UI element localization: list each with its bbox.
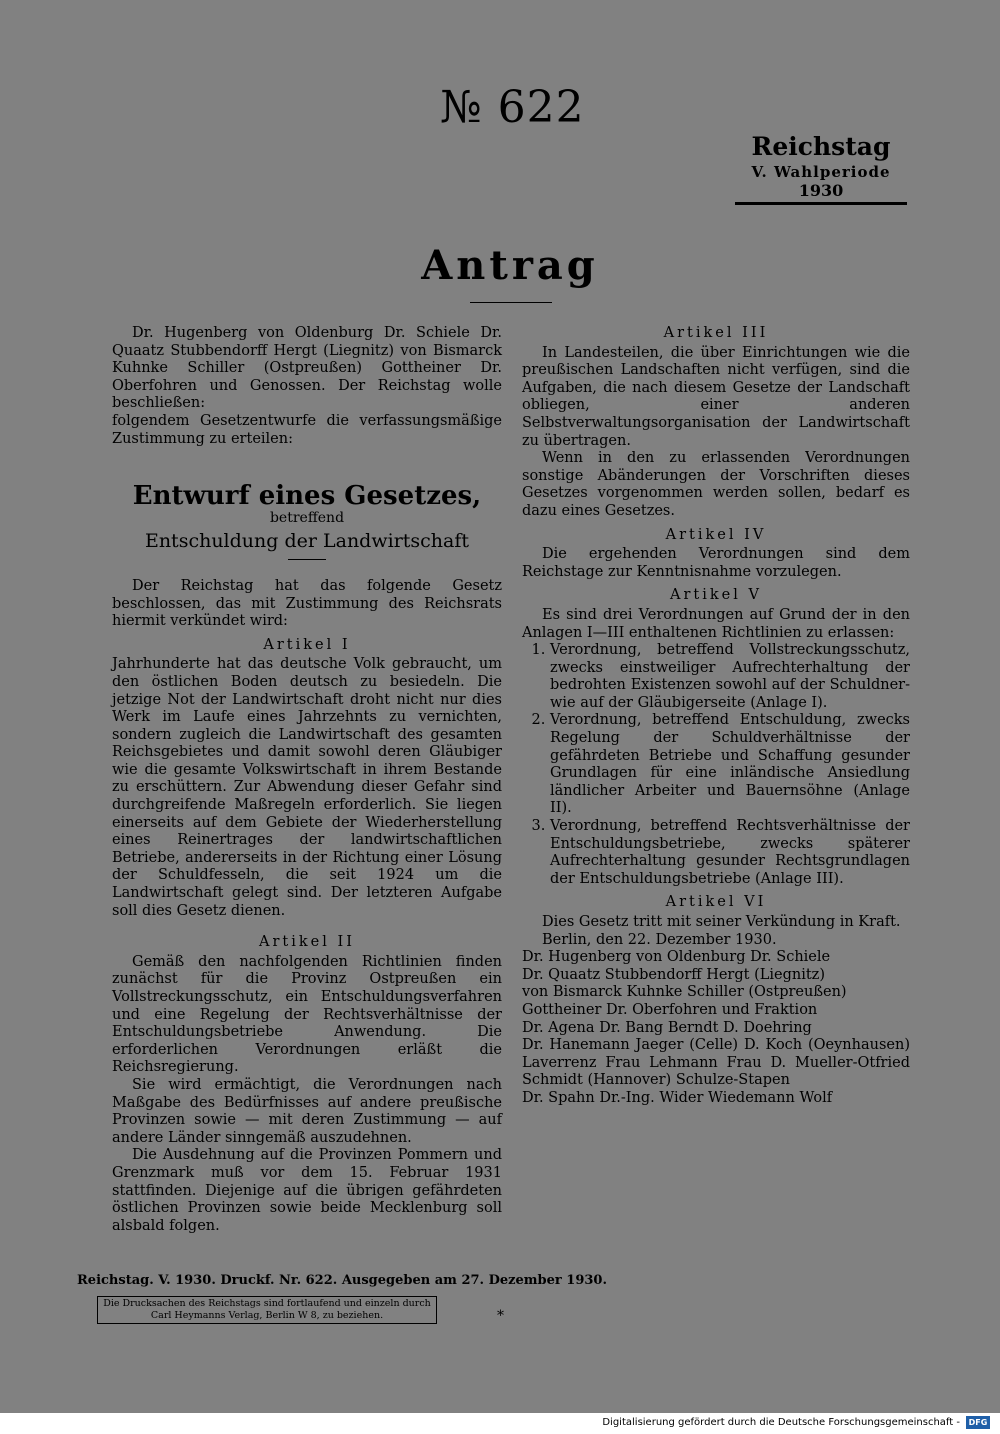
digitization-credit: Digitalisierung gefördert durch die Deutsche Forschungsgemeinschaft - xyxy=(602,1417,960,1428)
wahlperiode-label: V. Wahlperiode xyxy=(751,163,891,181)
section-rule xyxy=(288,559,326,560)
print-info: Reichstag. V. 1930. Druckf. Nr. 622. Ausgegeben am 27. Dezember 1930. xyxy=(77,1273,607,1288)
signature-line: Dr. Agena Dr. Bang Berndt D. Doehring xyxy=(522,1019,812,1036)
article-heading: Artikel VI xyxy=(665,894,767,911)
right-column xyxy=(522,325,910,1108)
draft-title: Entwurf eines Gesetzes, xyxy=(132,481,482,512)
article-text: Die Ausdehnung auf die Provinzen Pommern und Grenzmark muß vor dem 15. Februar 1931 stattfinden. Diejenige auf die übrigen gefährdeten östlichen Provinzen sowie beide Mecklenburg soll alsbald folgen. xyxy=(112,1147,502,1234)
draft-subtitle: betreffend xyxy=(269,509,345,526)
reichstag-header xyxy=(735,132,907,205)
ordinance-list xyxy=(522,642,910,888)
page-title: Antrag xyxy=(421,242,599,289)
signature-line: Dr. Quaatz Stubbendorff Hergt (Liegnitz) xyxy=(522,966,825,983)
article-text: Wenn in den zu erlassenden Verordnungen sonstige Abänderungen der Vorschriften dieses Gesetzes vorgenommen werden sollen, bedarf es dazu eines Gesetzes. xyxy=(522,450,910,519)
motion-text: Dr. Hugenberg von Oldenburg Dr. Schiele Dr. Quaatz Stubbendorff Hergt (Liegnitz) von Bismarck Kuhnke Schiller (Ostpreußen) Gottheiner Dr. Oberfohren und Genossen. Der Reichstag wolle beschließen: xyxy=(112,325,502,412)
draft-topic: Entschuldung der Landwirtschaft xyxy=(144,530,470,553)
publisher-notice: Die Drucksachen des Reichstags sind fortlaufend und einzeln durch Carl Heymanns Verlag, Berlin W 8, zu beziehen. xyxy=(97,1296,437,1324)
signature-line: Gottheiner Dr. Oberfohren und Fraktion xyxy=(522,1001,818,1018)
article-text: Sie wird ermächtigt, die Verordnungen nach Maßgabe des Bedürfnisses auf andere preußische Provinzen sowie — mit deren Zustimmung — auf andere Länder sinngemäß auszudehnen. xyxy=(112,1076,502,1146)
reichstag-title: Reichstag xyxy=(751,132,891,161)
signature-line: von Bismarck Kuhnke Schiller (Ostpreußen) xyxy=(522,984,847,1001)
year-label: 1930 xyxy=(798,181,844,200)
signature-line: Dr. Hugenberg von Oldenburg Dr. Schiele xyxy=(522,949,831,966)
article-text: Dies Gesetz tritt mit seiner Verkündung in Kraft. xyxy=(542,914,901,930)
dfg-logo-icon: DFG xyxy=(966,1416,990,1429)
list-item: 2. Verordnung, betreffend Entschuldung, zwecks Regelung der Schuldverhältnisse der gefährdeten Betriebe und Schaffung gesunder Grundlagen für eine inländische Ansiedlung ländlicher Arbeiter und Bauernsöhne (Anlage II). xyxy=(550,712,910,818)
date-line: Berlin, den 22. Dezember 1930. xyxy=(542,931,777,948)
signature-block xyxy=(522,949,910,1107)
asterisk-mark: * xyxy=(497,1308,504,1324)
article-text: Gemäß den nachfolgenden Richtlinien finden zunächst für die Provinz Ostpreußen ein Vollstreckungsschutz, ein Entschuldungsverfahren und eine Regelung der Rechtsverhältnisse der Entschuldungsbetriebe Anwendung. Die erforderlichen Verordnungen erläßt die Reichsregierung. xyxy=(112,953,502,1076)
list-item: 1. Verordnung, betreffend Vollstreckungsschutz, zwecks einstweiliger Aufrechterhaltung der bedrohten Existenzen sowohl auf der Schuldner- wie auf der Gläubigerseite (Anlage I). xyxy=(550,642,910,712)
article-text: Jahrhunderte hat das deutsche Volk gebraucht, um den östlichen Boden deutsch zu besiedeln. Die jetzige Not der Landwirtschaft droht nicht nur dies Werk im Laufe eines Jahrzehnts zu vernichten, sondern zugleich die Landwirtschaft des gesamten Reichsgebietes und damit sowohl deren Gläubiger wie die gesamte Volkswirtschaft in ihrem Bestande zu erschüttern. Zur Abwendung dieser Gefahr sind durchgreifende Maßregeln erforderlich. Sie liegen einerseits auf dem Gebiete der Wiederherstellung eines Reinertrages der landwirtschaftlichen Betriebe, andererseits in der Richtung einer Lösung der Schuldfesseln, die seit 1924 um die Landwirtschaft gelegt sind. Der letzteren Aufgabe soll dies Gesetz dienen. xyxy=(112,656,502,919)
article-text: Es sind drei Verordnungen auf Grund der in den Anlagen I—III enthaltenen Richtlinien zu erlassen: xyxy=(522,606,910,641)
article-heading: Artikel III xyxy=(663,325,769,341)
article-text: Die ergehenden Verordnungen sind dem Reichstage zur Kenntnisnahme vorzulegen. xyxy=(522,546,910,580)
article-heading: Artikel I xyxy=(263,636,351,653)
list-item: 3. Verordnung, betreffend Rechtsverhältnisse der Entschuldungsbetriebe, zwecks späterer Aufrechterhaltung gesunder Rechtsgrundlagen der Entschuldungsbetriebe (Anlage III). xyxy=(550,818,910,888)
left-column xyxy=(112,325,502,1235)
article-text: In Landesteilen, die über Einrichtungen wie die preußischen Landschaften nicht verfügen, sind die Aufgaben, die nach diesem Gesetze der Landschaft obliegen, einer anderen Selbstverwaltungsorganisation der Landwirtschaft zu übertragen. xyxy=(522,344,910,449)
article-heading: Artikel V xyxy=(670,587,762,604)
article-heading: Artikel IV xyxy=(665,526,767,543)
motion-text-2: folgendem Gesetzentwurfe die verfassungsmäßige Zustimmung zu erteilen: xyxy=(112,412,502,447)
header-rule xyxy=(735,202,907,205)
title-rule xyxy=(470,302,552,303)
preamble: Der Reichstag hat das folgende Gesetz beschlossen, das mit Zustimmung des Reichsrats hiermit verkündet wird: xyxy=(112,577,502,630)
article-heading: Artikel II xyxy=(259,934,355,951)
document-number: № 622 xyxy=(440,82,585,133)
signature-line: Dr. Hanemann Jaeger (Celle) D. Koch (Oeynhausen) Laverrenz Frau Lehmann Frau D. Mueller-Otfried Schmidt (Hannover) Schulze-Stapen xyxy=(522,1037,910,1089)
signature-line: Dr. Spahn Dr.-Ing. Wider Wiedemann Wolf xyxy=(522,1089,833,1106)
